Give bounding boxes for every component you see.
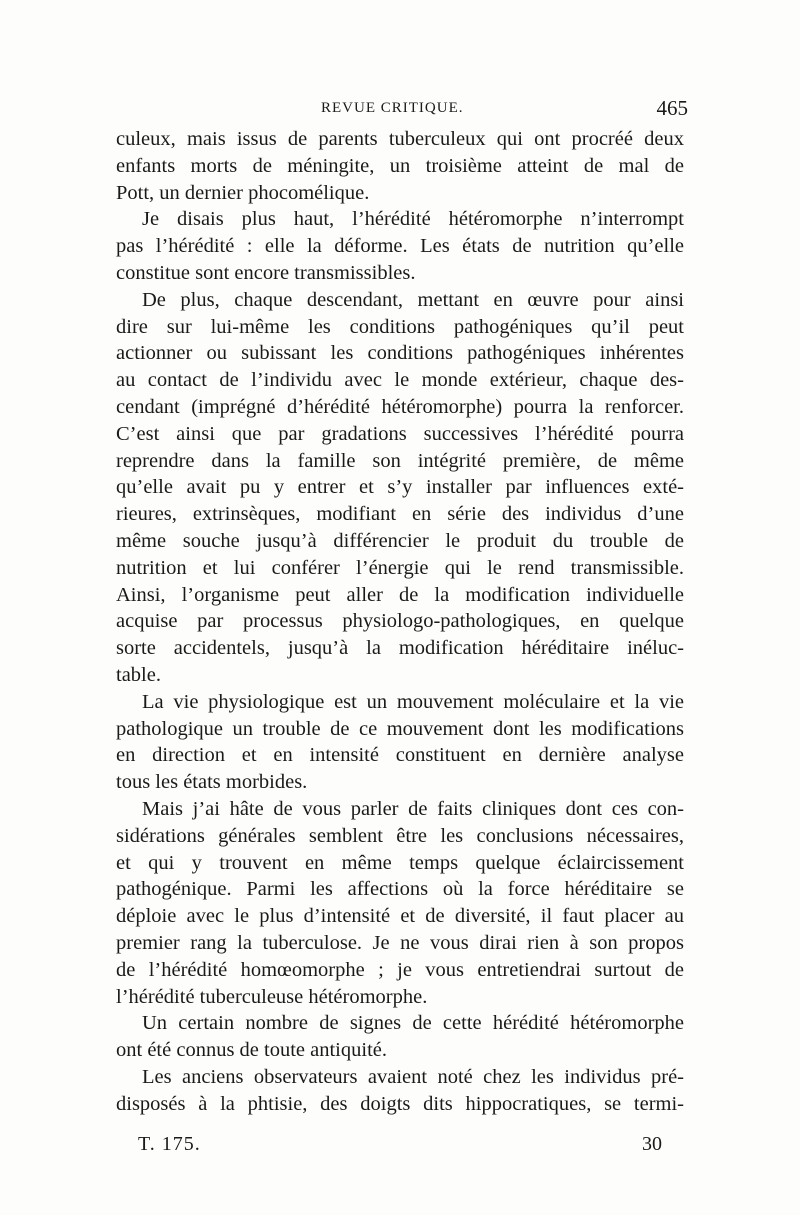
text-line: acquise par processus physiologo-pathologiques, en quelque (116, 610, 684, 633)
text-line: Un certain nombre de signes de cette hérédité hétéromorphe (142, 1012, 684, 1035)
text-line: Ainsi, l’organisme peut aller de la modification individuelle (116, 583, 684, 606)
text-line: pas l’hérédité : elle la déforme. Les états de nutrition qu’elle (116, 235, 684, 258)
text-line: table. (116, 663, 161, 686)
running-head (116, 96, 686, 126)
text-line: constitue sont encore transmissibles. (116, 261, 416, 284)
signature-mark: T. 175. (138, 1133, 201, 1155)
sheet-number: 30 (642, 1133, 662, 1155)
text-line: De plus, chaque descendant, mettant en œuvre pour ainsi (142, 288, 684, 311)
text-line: Je disais plus haut, l’hérédité hétéromorphe n’interrompt (142, 208, 684, 231)
text-line: reprendre dans la famille son intégrité première, de même (116, 449, 684, 472)
text-line: premier rang la tuberculose. Je ne vous dirai rien à son propos (116, 931, 684, 954)
text-line: l’hérédité tuberculeuse hétéromorphe. (116, 985, 428, 1008)
text-line: au contact de l’individu avec le monde extérieur, chaque des- (116, 369, 684, 392)
text-line: Mais j’ai hâte de vous parler de faits cliniques dont ces con- (142, 797, 684, 820)
text-line: disposés à la phtisie, des doigts dits hippocratiques, se termi- (116, 1092, 684, 1115)
text-line: cendant (imprégné d’hérédité hétéromorphe) pourra la renforcer. (116, 395, 684, 418)
text-line: même souche jusqu’à différencier le produit du trouble de (116, 529, 684, 552)
text-line: sorte accidentels, jusqu’à la modification héréditaire inéluc- (116, 637, 684, 660)
text-line: dire sur lui-même les conditions pathogéniques qu’il peut (116, 315, 684, 338)
text-line: nutrition et lui conférer l’énergie qui le rend transmissible. (116, 556, 684, 579)
text-line: ont été connus de toute antiquité. (116, 1039, 387, 1062)
text-line: pathologique un trouble de ce mouvement dont les modifications (116, 717, 684, 740)
text-line: culeux, mais issus de parents tuberculeux qui ont procréé deux (116, 128, 684, 150)
text-line: déploie avec le plus d’intensité et de diversité, il faut placer au (116, 905, 684, 928)
text-line: en direction et en intensité constituent en dernière analyse (116, 744, 684, 767)
text-line: Pott, un dernier phocomélique. (116, 181, 370, 204)
text-line: enfants morts de méningite, un troisième atteint de mal de (116, 154, 684, 177)
text-line: C’est ainsi que par gradations successives l’hérédité pourra (116, 422, 684, 445)
text-line: tous les états morbides. (116, 771, 308, 794)
text-line: La vie physiologique est un mouvement moléculaire et la vie (142, 690, 684, 713)
running-title: REVUE CRITIQUE. (321, 100, 464, 116)
page-footer (138, 1133, 662, 1163)
text-line: actionner ou subissant les conditions pathogéniques inhérentes (116, 342, 684, 365)
body-text (116, 126, 684, 1117)
text-line: pathogénique. Parmi les affections où la force héréditaire se (116, 878, 684, 901)
text-line: Les anciens observateurs avaient noté chez les individus pré- (142, 1065, 684, 1088)
page-number: 465 (656, 96, 688, 120)
text-line: de l’hérédité homœomorphe ; je vous entretiendrai surtout de (116, 958, 684, 981)
text-line: rieures, extrinsèques, modifiant en série des individus d’une (116, 503, 684, 526)
text-line: qu’elle avait pu y entrer et s’y installer par influences exté- (116, 476, 684, 499)
text-line: sidérations générales semblent être les conclusions nécessaires, (116, 824, 684, 847)
text-line: et qui y trouvent en même temps quelque éclaircissement (116, 851, 684, 874)
